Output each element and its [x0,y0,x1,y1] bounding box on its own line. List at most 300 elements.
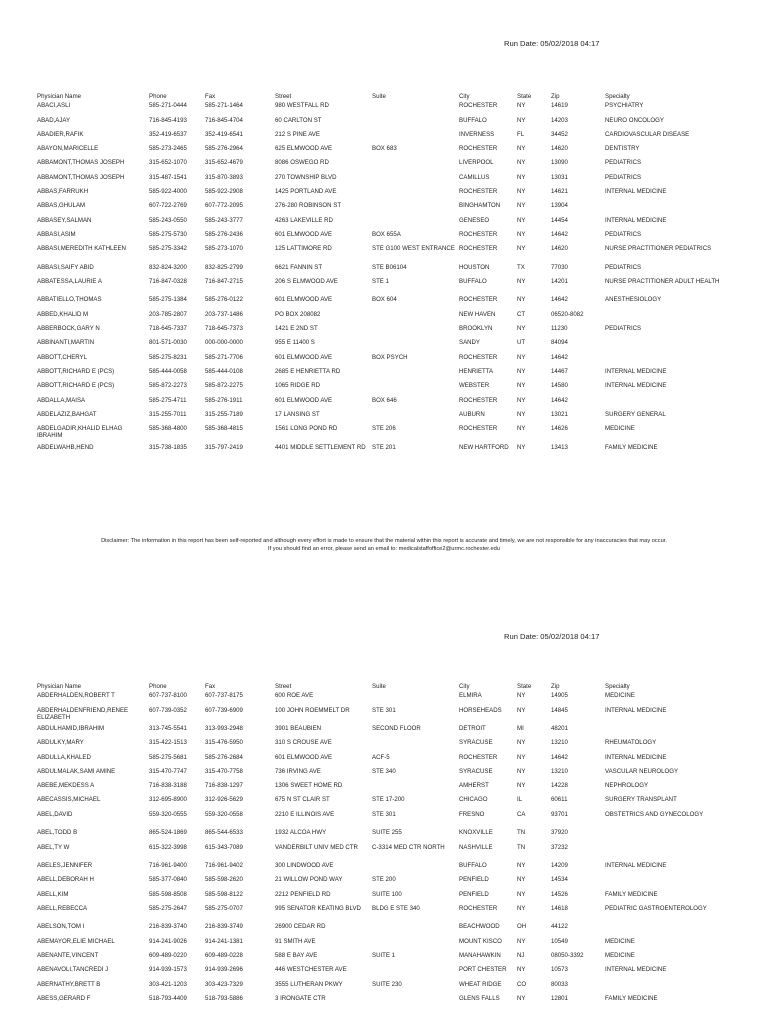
cell-suite [372,102,459,116]
table-row [37,725,743,739]
cell-physician-name: ABADIER,RAFIK [37,130,84,138]
column-header-fax: Fax [205,683,216,690]
table-row [37,707,743,726]
cell-state: TX [517,263,525,271]
cell-physician-name: ABELES,JENNIFER [37,862,93,870]
cell-physician-name: ABBATESSA,LAURIE A [37,277,102,285]
cell-specialty: PEDIATRIC GASTROENTEROLOGY [605,904,707,912]
cell-street: 600 ROE AVE [275,692,314,700]
cell-specialty: CARDIOVASCULAR DISEASE [605,130,690,138]
table-row [37,296,743,310]
cell-zip: 80033 [551,980,568,988]
cell-state: NY [517,753,526,761]
table-row [37,382,743,396]
table-row [37,217,743,231]
table-row [37,339,743,353]
cell-physician-name: ABDALLA,MAISA [37,396,86,404]
table-row [37,368,743,382]
cell-zip: 14642 [551,230,568,238]
cell-suite [372,368,459,382]
cell-zip: 37232 [551,843,568,851]
cell-state: MI [517,725,524,732]
cell-specialty: INTERNAL MEDICINE [605,216,667,224]
cell-street: 91 SMITH AVE [275,937,316,945]
table-row [37,425,743,444]
cell-physician-name: ABDELAZIZ,BAHGAT [37,410,97,418]
cell-phone: 585-872-2273 [149,382,187,390]
cell-street: 2212 PENFIELD RD [275,890,331,898]
cell-street: 21 WILLOW POND WAY [275,876,343,884]
cell-zip: 06520-8082 [551,310,584,318]
cell-street: 995 SENATOR KEATING BLVD [275,904,361,912]
cell-phone: 914-241-9026 [149,937,187,945]
cell-suite [372,131,459,145]
cell-city: LIVERPOOL [459,159,494,167]
cell-fax: 716-847-2715 [205,277,243,285]
cell-phone: 585-377-0840 [149,876,187,884]
cell-fax: 315-797-2419 [205,443,243,451]
cell-fax: 203-737-1486 [205,310,243,318]
cell-suite: SUITE 255 [372,829,402,837]
cell-street: PO BOX 208082 [275,310,321,318]
cell-state: NJ [517,952,525,960]
cell-street: 6621 FANNIN ST [275,263,323,271]
cell-physician-name: ABDERHALDENFRIEND,RENEE ELIZABETH [37,706,129,721]
cell-street: 17 LANSING ST [275,410,320,418]
cell-city: FRESNO [459,810,485,818]
table-row [37,245,743,264]
cell-zip: 13904 [551,202,568,210]
cell-phone: 585-273-2465 [149,145,187,153]
cell-state: NY [517,187,526,195]
column-header-phone: Phone [149,683,167,690]
cell-state: NY [517,382,526,390]
cell-street: 276-280 ROBINSON ST [275,202,342,210]
table-row [37,739,743,753]
cell-state: OH [517,923,527,931]
cell-fax: 716-961-9402 [205,862,243,870]
cell-specialty: OBSTETRICS AND GYNECOLOGY [605,810,704,818]
cell-specialty [605,725,743,739]
cell-suite: STE 17-200 [372,796,405,804]
cell-state: NY [517,937,526,945]
cell-street: 212 S PINE AVE [275,130,320,138]
cell-specialty [605,311,743,325]
table-row [37,117,743,131]
table-row [37,311,743,325]
cell-city: MANAHAWKIN [459,952,501,960]
cell-fax: 585-271-7706 [205,353,243,361]
cell-phone: 585-271-0444 [149,102,187,110]
cell-phone: 203-785-2807 [149,310,187,318]
cell-city: ROCHESTER [459,353,498,361]
cell-city: ROCHESTER [459,904,498,912]
cell-specialty: PSYCHIATRY [605,102,644,110]
cell-state: NY [517,410,526,418]
cell-city: HOUSTON [459,263,490,271]
cell-state: NY [517,202,526,210]
cell-fax: 585-872-2275 [205,382,243,390]
cell-fax: 216-839-3749 [205,923,243,931]
table-row [37,952,743,966]
cell-suite: STE 206 [372,425,396,433]
disclaimer [20,537,748,554]
cell-physician-name: ABDULLA,KHALED [37,753,91,761]
cell-phone: 607-739-0352 [149,706,187,714]
cell-suite: BOX 655A [372,230,401,238]
cell-fax: 315-652-4679 [205,159,243,167]
cell-fax: 716-838-1297 [205,782,243,790]
cell-phone: 718-645-7337 [149,325,187,333]
cell-city: SYRACUSE [459,739,493,747]
cell-fax: 609-489-0228 [205,952,243,960]
cell-zip: 14201 [551,277,568,285]
cell-state: NY [517,116,526,124]
cell-state: TN [517,843,526,851]
cell-suite: STE 301 [372,706,396,714]
cell-specialty: FAMILY MEDICINE [605,994,658,1002]
cell-suite [372,739,459,753]
column-header-physician-name: Physician Name [37,93,82,100]
cell-phone: 315-487-1541 [149,173,187,181]
cell-phone: 585-368-4800 [149,425,187,433]
cell-physician-name: ABESS,GERARD F [37,994,91,1002]
cell-state: NY [517,245,526,253]
column-header-state: State [517,683,532,690]
cell-physician-name: ABBAS,GHULAM [37,202,86,210]
cell-suite [372,966,459,980]
cell-street: 300 LINDWOOD AVE [275,862,334,870]
cell-state: NY [517,396,526,404]
cell-specialty [605,876,743,890]
cell-specialty: VASCULAR NEUROLOGY [605,767,679,775]
cell-fax: 518-793-5886 [205,994,243,1002]
cell-street: 3 IRONGATE CTR [275,994,326,1002]
cell-suite: BLDG E STE 340 [372,904,420,912]
column-header-city: City [459,683,470,690]
table-row [37,354,743,368]
cell-zip: 14905 [551,692,568,700]
cell-phone: 716-847-0328 [149,277,187,285]
column-header-suite: Suite [372,683,386,690]
table-row [37,754,743,768]
cell-physician-name: ABBOTT,CHERYL [37,353,88,361]
cell-state: TN [517,829,526,837]
cell-phone: 315-470-7747 [149,767,187,775]
cell-street: 601 ELMWOOD AVE [275,296,333,304]
cell-specialty: MEDICINE [605,937,635,945]
cell-fax: 615-343-7089 [205,843,243,851]
column-header-suite: Suite [372,93,386,100]
cell-zip: 14642 [551,353,568,361]
cell-suite: STE 1 [372,277,389,285]
table-row [37,829,743,843]
cell-street: 60 CARLTON ST [275,116,322,124]
cell-suite: STE B06104 [372,263,407,271]
cell-suite [372,217,459,231]
cell-suite [372,117,459,131]
column-header-fax: Fax [205,93,216,100]
cell-specialty: PEDIATRICS [605,230,642,238]
cell-fax: 832-825-2799 [205,263,243,271]
table-row [37,844,743,863]
cell-fax: 352-419-6541 [205,130,243,138]
cell-specialty: MEDICINE [605,952,635,960]
cell-street: 736 IRVING AVE [275,767,321,775]
cell-zip: 12801 [551,994,568,1002]
cell-zip: 77030 [551,263,568,271]
cell-city: SYRACUSE [459,767,493,775]
cell-street: 2210 E ILLINOIS AVE [275,810,335,818]
cell-fax: 303-423-7329 [205,980,243,988]
cell-specialty: INTERNAL MEDICINE [605,187,667,195]
cell-zip: 14620 [551,245,568,253]
cell-suite [372,174,459,188]
cell-street: 3901 BEAUBIEN [275,725,322,732]
table-row [37,188,743,202]
cell-physician-name: ABBATIELLO,THOMAS [37,296,102,304]
cell-street: 2685 E HENRIETTA RD [275,367,341,375]
cell-street: 1425 PORTLAND AVE [275,187,337,195]
cell-fax: 865-544-6533 [205,829,243,837]
cell-physician-name: ABBAMONT,THOMAS JOSEPH [37,173,125,181]
cell-suite: SUITE 100 [372,890,402,898]
cell-fax: 585-243-3777 [205,216,243,224]
cell-specialty: FAMILY MEDICINE [605,443,658,451]
table-row [37,862,743,876]
cell-specialty: NEURO ONCOLOGY [605,116,664,124]
cell-specialty: RHEUMATOLOGY [605,739,657,747]
cell-physician-name: ABDULKY,MARY [37,739,84,747]
cell-specialty [605,354,743,368]
cell-zip: 08050-3392 [551,952,584,960]
cell-phone: 315-652-1070 [149,159,187,167]
table-row [37,811,743,830]
cell-street: 4401 MIDDLE SETTLEMENT RD [275,443,366,451]
cell-zip: 14580 [551,382,568,390]
table-row [37,174,743,188]
cell-phone: 303-421-1203 [149,980,187,988]
cell-specialty: INTERNAL MEDICINE [605,706,667,714]
cell-suite: BOX 604 [372,296,397,304]
cell-zip: 14209 [551,862,568,870]
cell-zip: 93701 [551,810,568,818]
cell-suite [372,382,459,396]
cell-city: KNOXVILLE [459,829,493,837]
cell-state: CO [517,980,527,988]
cell-physician-name: ABDULMALAK,SAMI AMINE [37,767,116,775]
cell-fax: 315-476-5950 [205,739,243,747]
table-row [37,325,743,339]
cell-city: BEACHWOOD [459,923,500,931]
cell-physician-name: ABBASI,MEREDITH KATHLEEN [37,245,126,253]
table-row [37,782,743,796]
cell-physician-name: ABEMAYOR,ELIE MICHAEL [37,937,115,945]
cell-suite [372,782,459,796]
table-row [37,876,743,890]
cell-physician-name: ABECASSIS,MICHAEL [37,796,101,804]
cell-zip: 14642 [551,753,568,761]
cell-suite: SUITE 230 [372,980,402,988]
cell-specialty: INTERNAL MEDICINE [605,862,667,870]
cell-fax: 585-922-2908 [205,187,243,195]
cell-suite [372,159,459,173]
cell-specialty: INTERNAL MEDICINE [605,367,667,375]
column-header-street: Street [275,93,292,100]
cell-phone: 716-845-4193 [149,116,187,124]
cell-suite [372,995,459,1009]
cell-fax: 607-772-2095 [205,202,243,210]
cell-zip: 14642 [551,396,568,404]
column-header-zip: Zip [551,683,560,690]
cell-phone: 615-322-3998 [149,843,187,851]
cell-phone: 585-275-5730 [149,230,187,238]
column-header-street: Street [275,683,292,690]
cell-street: 1561 LONG POND RD [275,425,338,433]
cell-city: ROCHESTER [459,187,498,195]
cell-fax: 716-845-4704 [205,116,243,124]
table-row [37,891,743,905]
cell-specialty [605,844,743,863]
cell-fax: 585-276-2684 [205,753,243,761]
cell-state: FL [517,130,525,138]
cell-physician-name: ABACI,ASLI [37,102,71,110]
cell-physician-name: ABEL,TY W [37,843,70,851]
cell-phone: 315-738-1835 [149,443,187,451]
cell-street: 601 ELMWOOD AVE [275,230,333,238]
cell-city: AUBURN [459,410,485,418]
cell-suite [372,311,459,325]
cell-fax: 315-255-7189 [205,410,243,418]
cell-zip: 14618 [551,904,568,912]
page-1-table-body [37,102,743,462]
cell-fax: 585-598-8122 [205,890,243,898]
column-header-state: State [517,93,532,100]
cell-suite: STE G100 WEST ENTRANCE [372,245,455,253]
table-row [37,923,743,937]
cell-street: 1065 RIDGE RD [275,382,321,390]
cell-zip: 14621 [551,187,568,195]
cell-suite [372,325,459,339]
cell-state: IL [517,796,523,804]
cell-phone: 585-598-8508 [149,890,187,898]
cell-specialty: FAMILY MEDICINE [605,890,658,898]
table-row [37,202,743,216]
cell-street: 675 N ST CLAIR ST [275,796,330,804]
cell-phone: 607-737-8100 [149,692,187,700]
cell-phone: 585-275-1384 [149,296,187,304]
cell-zip: 10549 [551,937,568,945]
cell-street: 310 S CROUSE AVE [275,739,332,747]
cell-zip: 14467 [551,367,568,375]
cell-physician-name: ABELSON,TOM I [37,923,85,931]
cell-street: 1932 ALCOA HWY [275,829,327,837]
cell-phone: 518-793-4409 [149,994,187,1002]
cell-physician-name: ABBASI,SAIFY ABID [37,263,94,271]
disclaimer-contact: If you should find an error, please send an email to: medicalstaffoffice2@urmc.rochester.edu [268,546,500,553]
cell-fax: 315-870-3893 [205,173,243,181]
cell-street: 955 E 11400 S [275,339,315,347]
cell-state: NY [517,367,526,375]
cell-fax: 585-598-2620 [205,876,243,884]
cell-fax: 607-739-6909 [205,706,243,714]
table-row [37,411,743,425]
cell-physician-name: ABBINANTI,MARTIN [37,339,95,347]
cell-city: ROCHESTER [459,753,498,761]
cell-suite: ACF-5 [372,753,390,761]
cell-fax: 585-276-2964 [205,145,243,153]
cell-state: NY [517,862,526,870]
cell-phone: 216-839-3740 [149,923,187,931]
cell-zip: 14203 [551,116,568,124]
cell-specialty [605,202,743,216]
table-row [37,145,743,159]
cell-phone: 585-444-0058 [149,367,187,375]
cell-specialty [605,397,743,411]
cell-phone: 914-939-1573 [149,966,187,974]
cell-suite: SUITE 1 [372,952,396,960]
cell-zip: 60611 [551,796,568,804]
cell-city: CHICAGO [459,796,488,804]
cell-specialty [605,923,743,937]
table-row [37,938,743,952]
cell-state: NY [517,173,526,181]
cell-phone: 585-275-5681 [149,753,187,761]
cell-street: 100 JOHN ROEMMELT DR [275,706,350,714]
table-row [37,995,743,1009]
cell-suite [372,202,459,216]
cell-phone: 352-419-6537 [149,130,187,138]
cell-phone: 801-571-0030 [149,339,187,347]
cell-fax: 313-993-2948 [205,725,243,732]
cell-zip: 13210 [551,767,568,775]
cell-state: NY [517,296,526,304]
cell-city: AMHERST [459,782,489,790]
cell-zip: 14534 [551,876,568,884]
cell-city: ROCHESTER [459,102,498,110]
cell-physician-name: ABBOTT,RICHARD E (PCS) [37,382,115,390]
cell-phone: 315-255-7011 [149,410,187,418]
cell-zip: 44122 [551,923,568,931]
cell-suite [372,339,459,353]
cell-city: BUFFALO [459,277,487,285]
cell-street: 601 ELMWOOD AVE [275,353,333,361]
cell-state: NY [517,994,526,1002]
cell-city: PORT CHESTER [459,966,507,974]
cell-fax: 585-271-1464 [205,102,243,110]
cell-specialty: NEPHROLOGY [605,782,649,790]
column-header-city: City [459,93,470,100]
cell-fax: 585-273-1070 [205,245,243,253]
cell-specialty: DENTISTRY [605,145,640,153]
cell-fax: 312-926-5629 [205,796,243,804]
cell-physician-name: ABEL,TODD B [37,829,78,837]
cell-physician-name: ABELL,DEBORAH H [37,876,94,884]
cell-zip: 14845 [551,706,568,714]
cell-specialty [605,339,743,353]
cell-state: CT [517,310,526,318]
cell-specialty: NURSE PRACTITIONER ADULT HEALTH [605,277,720,285]
cell-city: ELMIRA [459,692,482,700]
cell-phone: 716-961-9400 [149,862,187,870]
cell-phone: 585-922-4000 [149,187,187,195]
cell-physician-name: ABBAMONT,THOMAS JOSEPH [37,159,125,167]
cell-specialty: PEDIATRICS [605,173,642,181]
cell-fax: 585-276-1911 [205,396,243,404]
cell-zip: 14626 [551,425,568,433]
cell-city: INVERNESS [459,130,495,138]
cell-city: PENFIELD [459,890,489,898]
